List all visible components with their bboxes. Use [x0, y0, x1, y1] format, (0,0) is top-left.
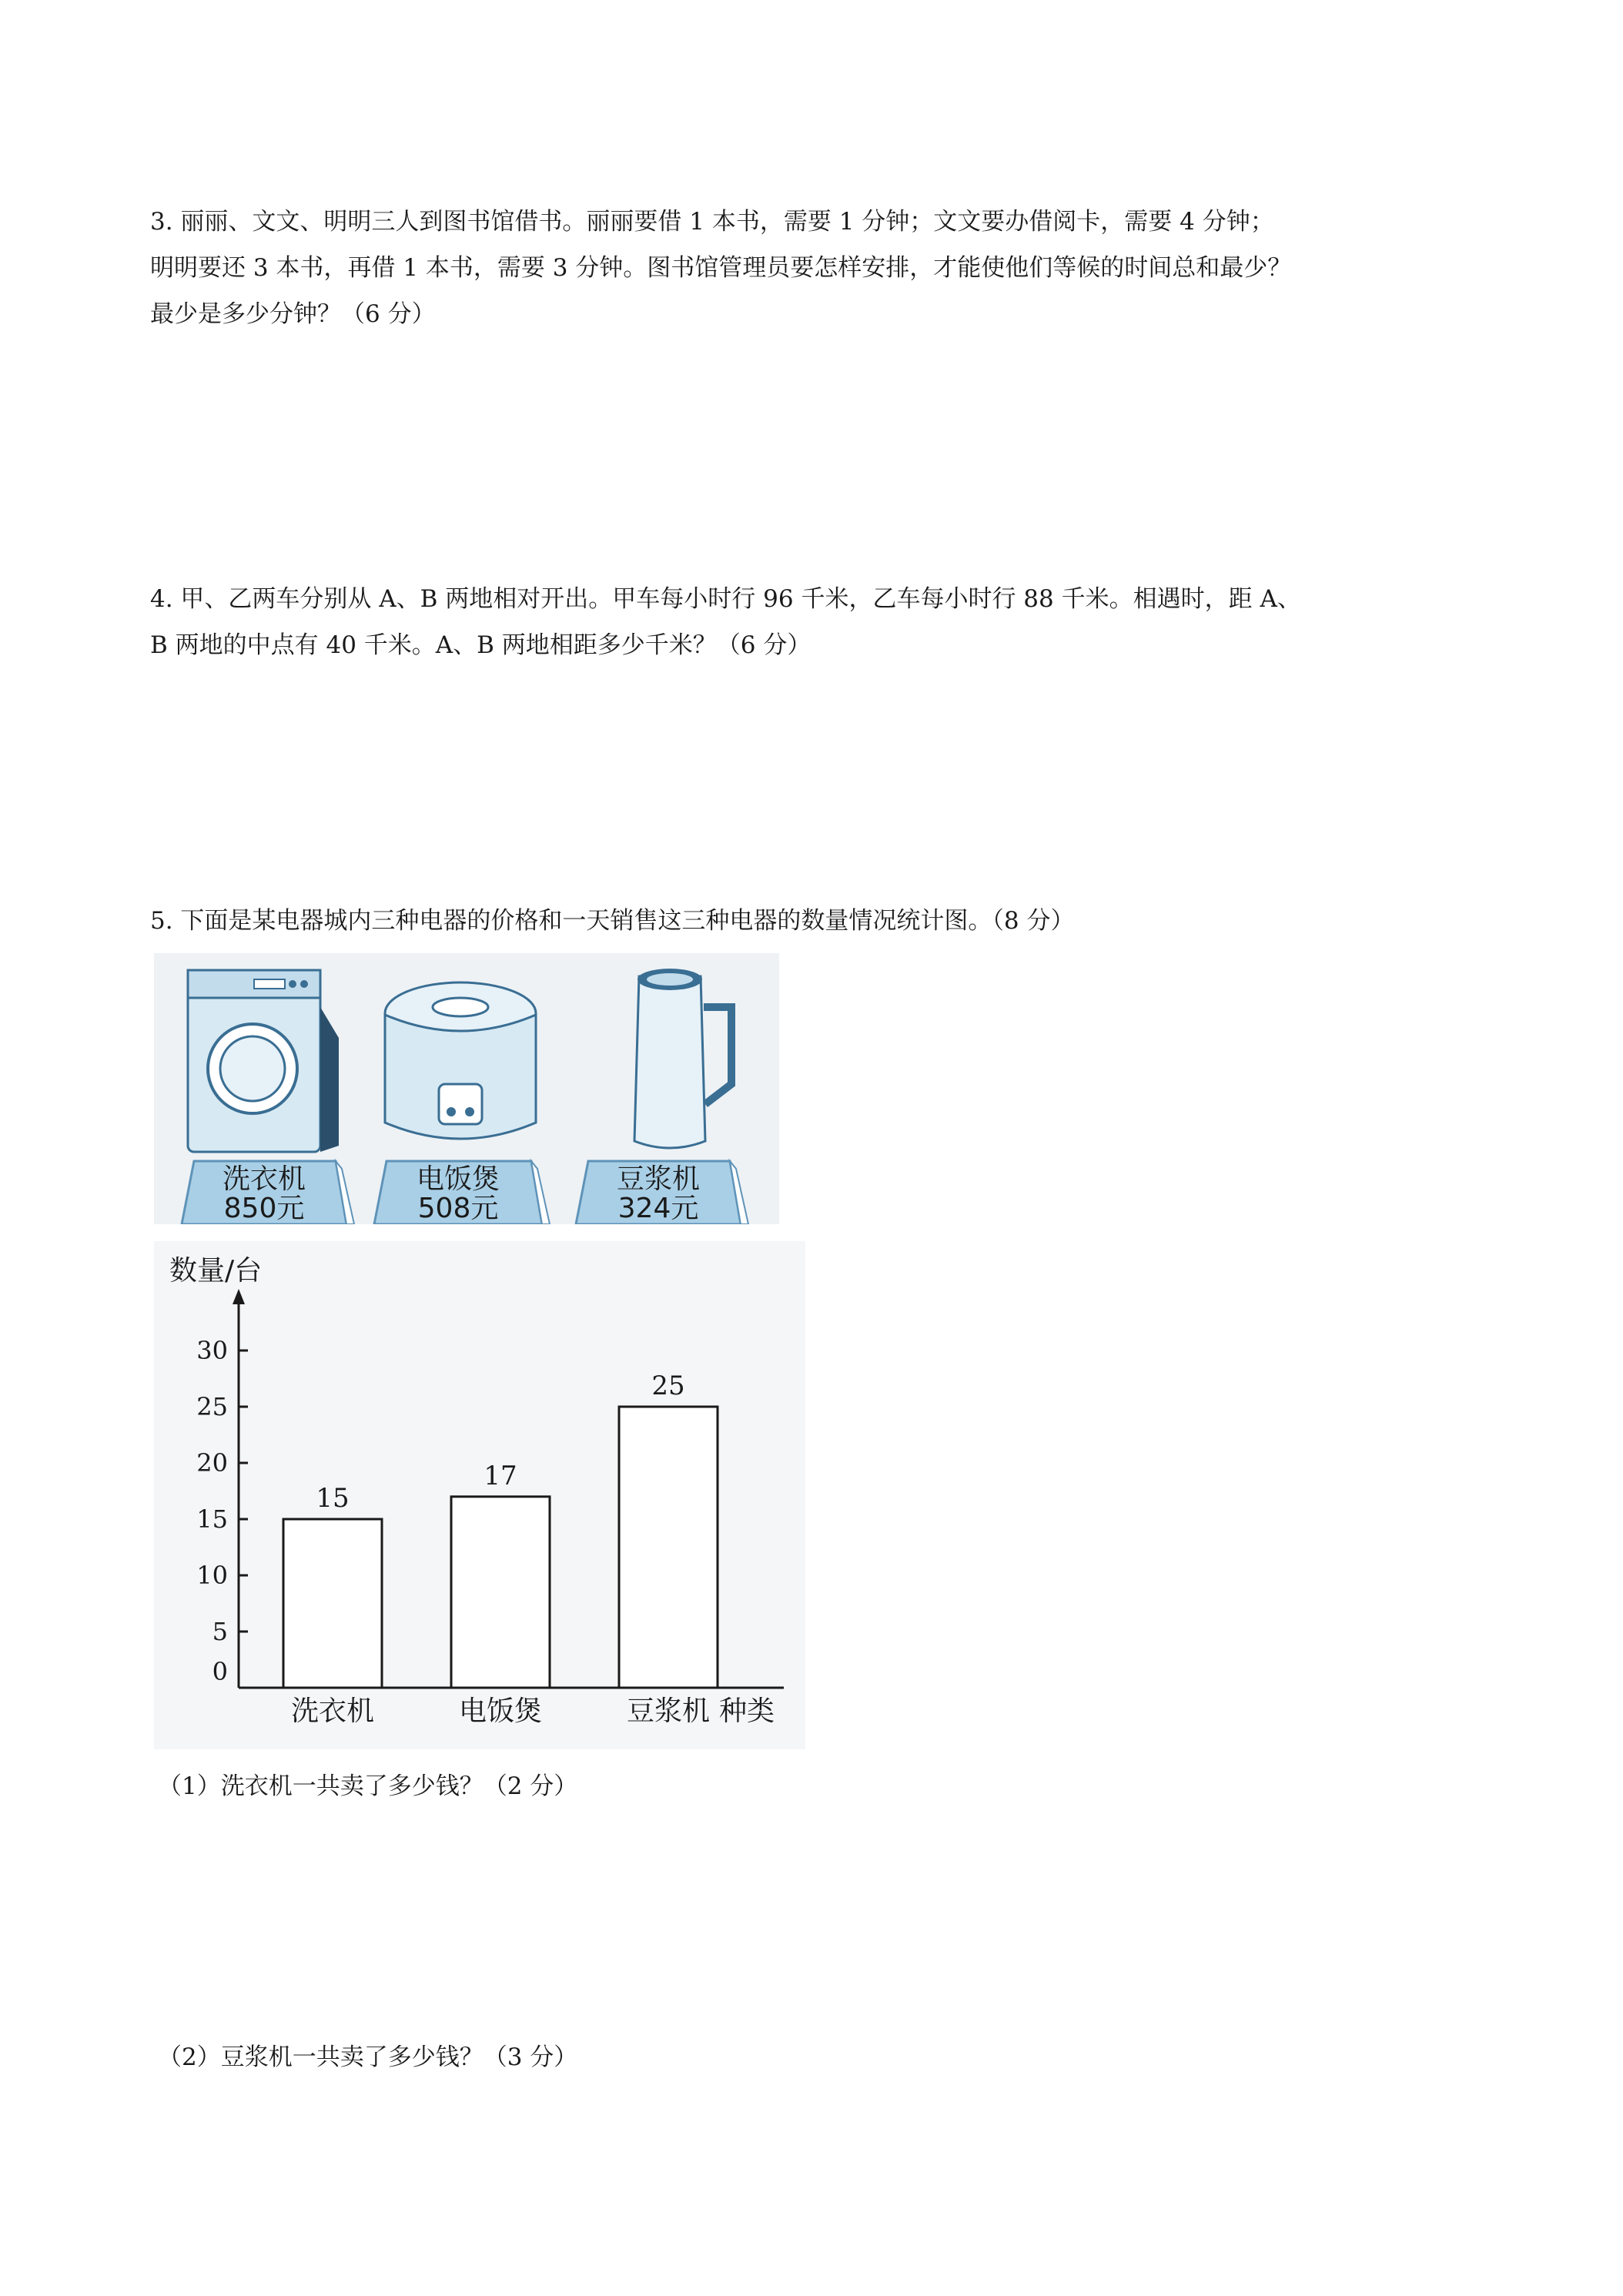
washing-machine-icon — [188, 970, 339, 1152]
y-tick-label: 10 — [196, 1561, 228, 1590]
question-4 — [150, 576, 1505, 668]
bar — [283, 1519, 382, 1688]
sub-question-1-text: （1）洗衣机一共卖了多少钱？（2 分） — [158, 1772, 578, 1800]
question-5-intro — [150, 898, 1505, 944]
question-3 — [150, 199, 1505, 337]
question-3-line-2: 明明要还 3 本书，再借 1 本书，需要 3 分钟。图书馆管理员要怎样安排，才能使他们等候的时间总和最少？ — [150, 254, 1292, 282]
sales-bar-chart — [154, 1241, 805, 1749]
y-axis-arrow — [233, 1289, 245, 1304]
y-tick-label: 15 — [196, 1504, 228, 1534]
appliance-price-illustration — [154, 953, 779, 1224]
price-card-rice-cooker — [374, 1161, 550, 1224]
bar-value-label: 25 — [651, 1371, 685, 1401]
price-card-soymilk-maker — [576, 1161, 748, 1224]
appliance-price-washing-machine: 850元 — [223, 1193, 305, 1224]
bar-value-label: 17 — [484, 1460, 517, 1491]
question-3-line-3: 最少是多少分钟？（6 分） — [150, 300, 436, 328]
bar — [451, 1497, 550, 1688]
y-tick-label: 5 — [212, 1617, 228, 1646]
y-tick-label: 25 — [196, 1392, 228, 1421]
x-axis-label: 种类 — [719, 1695, 775, 1727]
bar-value-label: 15 — [316, 1483, 350, 1514]
sub-question-2-text: （2）豆浆机一共卖了多少钱？（3 分） — [158, 2043, 578, 2071]
y-tick-label: 30 — [196, 1336, 228, 1365]
appliance-price-rice-cooker: 508元 — [417, 1193, 499, 1224]
question-4-line-2: B 两地的中点有 40 千米。A、B 两地相距多少千米？（6 分） — [150, 631, 812, 659]
rice-cooker-icon — [385, 982, 536, 1139]
sub-question-2 — [158, 2034, 1513, 2080]
appliance-name-washing-machine: 洗衣机 — [222, 1163, 306, 1195]
bar-chart-svg — [154, 1241, 805, 1749]
appliance-name-rice-cooker: 电饭煲 — [416, 1163, 500, 1195]
category-label: 电饭煲 — [458, 1695, 543, 1727]
question-5-intro-text: 5. 下面是某电器城内三种电器的价格和一天销售这三种电器的数量情况统计图。（8 分） — [150, 907, 1075, 935]
category-label: 豆浆机 — [626, 1695, 711, 1727]
appliance-name-soymilk-maker: 豆浆机 — [616, 1163, 701, 1195]
question-4-line-1: 4. 甲、乙两车分别从 A、B 两地相对开出。甲车每小时行 96 千米，乙车每小时行 88 千米。相遇时，距 A、 — [150, 585, 1301, 613]
y-tick-label: 0 — [212, 1657, 228, 1686]
y-tick-label: 20 — [196, 1448, 228, 1478]
soymilk-maker-icon — [634, 969, 731, 1148]
y-axis-label: 数量/台 — [169, 1255, 263, 1287]
category-label: 洗衣机 — [290, 1695, 375, 1727]
price-card-washing-machine — [182, 1161, 354, 1224]
appliance-price-soymilk-maker: 324元 — [617, 1193, 699, 1224]
bar — [619, 1407, 718, 1688]
question-3-line-1: 3. 丽丽、文文、明明三人到图书馆借书。丽丽要借 1 本书，需要 1 分钟；文文要办借阅卡，需要 4 分钟； — [150, 208, 1274, 236]
sub-question-1 — [158, 1763, 1513, 1809]
